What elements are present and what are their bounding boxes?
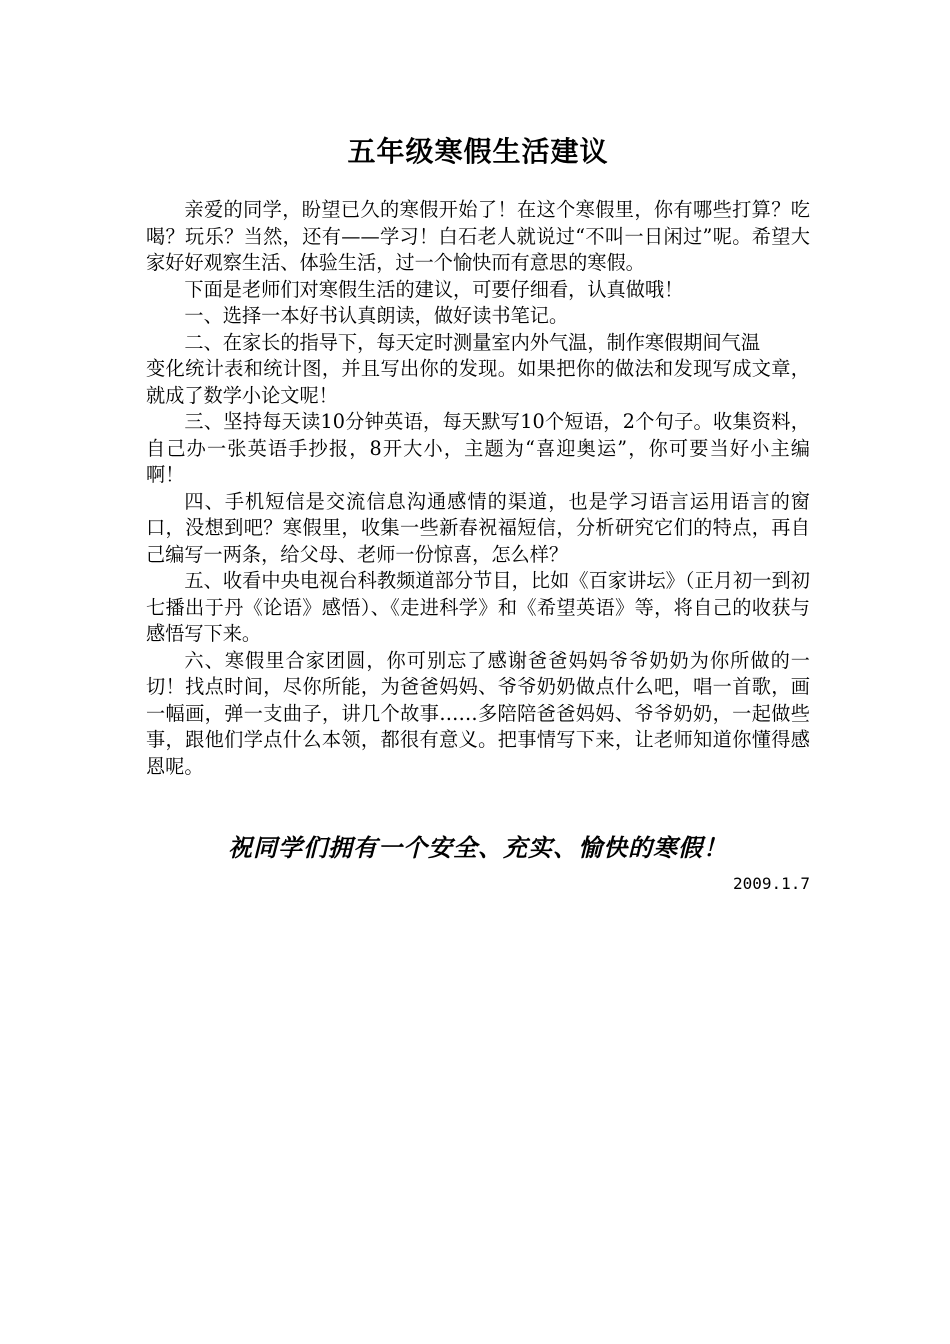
suggestion-item-4: 四、手机短信是交流信息沟通感情的渠道，也是学习语言运用语言的窗口，没想到吧？寒假里，收集一些新春祝福短信，分析研究它们的特点，再自己编写一两条，给父母、老师一份惊喜，怎么样？ <box>146 489 810 566</box>
document-date: 2009.1.7 <box>732 874 810 893</box>
suggestion-item-1: 一、选择一本好书认真朗读，做好读书笔记。 <box>184 304 569 327</box>
intro-paragraph: 亲爱的同学，盼望已久的寒假开始了！在这个寒假里，你有哪些打算？吃喝？玩乐？当然，还有——学习！白石老人就说过“不叫一日闲过”呢。希望大家好好观察生活、体验生活，过一个愉快而有意思的寒假。 <box>146 198 810 274</box>
document-title: 五年级寒假生活建议 <box>347 135 609 168</box>
suggestion-item-2-line-2: 变化统计表和统计图，并且写出你的发现。如果把你的做法和发现写成文章，就成了数学小论文呢！ <box>146 357 810 407</box>
suggestion-item-3: 三、坚持每天读10分钟英语，每天默写10个短语，2个句子。收集资料，自己办一张英语手抄报，8开大小，主题为“喜迎奥运”，你可要当好小主编啊！ <box>146 410 810 486</box>
lead-paragraph: 下面是老师们对寒假生活的建议，可要仔细看，认真做哦！ <box>184 277 684 301</box>
document-body <box>146 197 810 780</box>
suggestion-item-6: 六、寒假里合家团圆，你可别忘了感谢爸爸妈妈爷爷奶奶为你所做的一切！找点时间，尽你所能，为爸爸妈妈、爷爷奶奶做点什么吧，唱一首歌，画一幅画，弹一支曲子，讲几个故事……多陪陪爸爸妈妈、爷爷奶奶，一起做些事，跟他们学点什么本领，都很有意义。把事情写下来，让老师知道你懂得感恩呢。 <box>146 648 810 778</box>
suggestion-item-2-line-1: 二、在家长的指导下，每天定时测量室内外气温，制作寒假期间气温 <box>184 330 761 354</box>
suggestion-item-5: 五、收看中央电视台科教频道部分节目，比如《百家讲坛》（正月初一到初七播出于丹《论语》感悟）、《走进科学》和《希望英语》等，将自己的收获与感悟写下来。 <box>146 569 810 645</box>
closing-wish: 祝同学们拥有一个安全、充实、愉快的寒假！ <box>228 833 728 862</box>
